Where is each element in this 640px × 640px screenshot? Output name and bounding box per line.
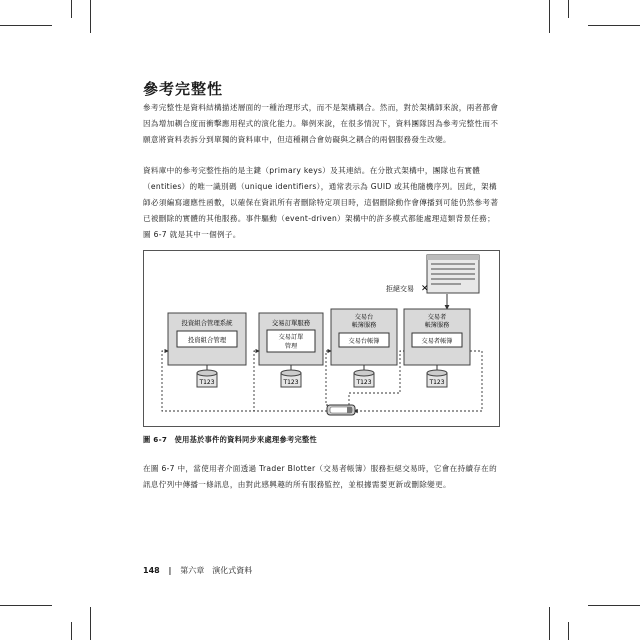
- service-inner: 交易者帳簿: [421, 338, 453, 345]
- paragraph-text: 在圖 6-7 中，當使用者介面透過 Trader Blotter（交易者帳簿）服務拒絕交易時，它會在持續存在的訊息佇列中傳播一條訊息，由對此感興趣的所有服務監控，並根據需要更新或刪除變更。: [143, 464, 497, 489]
- db-label: T123: [429, 379, 445, 386]
- service-trade-order: [259, 313, 323, 365]
- service-inner: 管理: [284, 343, 298, 350]
- database-icon: [354, 370, 374, 387]
- service-inner: 交易訂單: [278, 334, 304, 341]
- database-icon: [197, 370, 217, 387]
- ui-screen-icon: [427, 255, 479, 293]
- figure-6-7: [143, 250, 500, 427]
- x-icon: ✕: [421, 284, 429, 294]
- footer-separator: |: [168, 566, 172, 575]
- reject-label: 拒絕交易: [386, 285, 414, 293]
- service-title: 帳簿服務: [424, 322, 450, 329]
- crop-mark: [90, 0, 91, 33]
- service-inner: 交易台帳簿: [348, 338, 380, 345]
- crop-mark: [588, 605, 640, 606]
- paragraph-3: [143, 461, 501, 493]
- paragraph-text: 參考完整性是資料結構描述層面的一種治理形式，而不是架構耦合。然而，對於架構師來說，兩者都會因為增加耦合度而衝擊應用程式的演化能力。舉例來說，在很多情況下，資料團隊因為參考完整性而不願意將資料表拆分到單獨的資料庫中，但這種耦合會妨礙與之耦合的兩個服務發生改變。: [143, 103, 499, 144]
- db-label: T123: [283, 379, 299, 386]
- database-icon: [427, 370, 447, 387]
- crop-mark: [0, 25, 52, 26]
- crop-mark: [71, 0, 72, 18]
- crop-mark: [0, 605, 52, 606]
- figure-caption: 圖 6-7 使用基於事件的資料同步來處理參考完整性: [143, 435, 317, 444]
- paragraph-text: 資料庫中的參考完整性指的是主鍵（primary keys）及其連結。在分散式架構中，團隊也有實體（entities）的唯一識別碼（unique identifiers），通常表示為 GUID 或其他隨機序列。因此，架構師必須編寫適應性函數，以確保在資訊所有者刪除特定項目時，這個刪除動作會傳播到可能仍然參考著已被刪除的實體的其他服務。事件驅動（event-driven）架構中的許多模式都能處理這類背景任務；圖 6-7 就是其中一個例子。: [143, 166, 499, 239]
- crop-mark: [90, 607, 91, 640]
- chapter-title: 第六章 演化式資料: [180, 566, 253, 575]
- crop-mark: [568, 0, 569, 18]
- service-title: 投資組合管理系統: [181, 319, 233, 327]
- page-footer: [143, 565, 258, 576]
- db-label: T123: [356, 379, 372, 386]
- db-label: T123: [199, 379, 215, 386]
- database-icon: [281, 370, 301, 387]
- section-heading: 參考完整性: [143, 80, 224, 98]
- architecture-diagram: [144, 251, 499, 426]
- crop-mark: [568, 622, 569, 640]
- crop-mark: [549, 607, 550, 640]
- service-title: 交易訂單服務: [271, 319, 311, 327]
- crop-mark: [71, 622, 72, 640]
- service-desk-blotter: [331, 309, 397, 365]
- service-title: 交易者: [427, 314, 447, 321]
- paragraph-2: [143, 163, 501, 243]
- crop-mark: [549, 0, 550, 33]
- crop-mark: [588, 25, 640, 26]
- paragraph-1: [143, 100, 501, 148]
- service-trader-blotter: [404, 309, 470, 365]
- service-title: 帳簿服務: [351, 322, 377, 329]
- message-queue-icon: [327, 405, 355, 415]
- service-portfolio: [168, 313, 246, 365]
- db-links: [207, 365, 437, 371]
- service-inner: 投資組合管理: [187, 336, 227, 344]
- service-title: 交易台: [354, 314, 374, 321]
- page-number: 148: [143, 566, 160, 575]
